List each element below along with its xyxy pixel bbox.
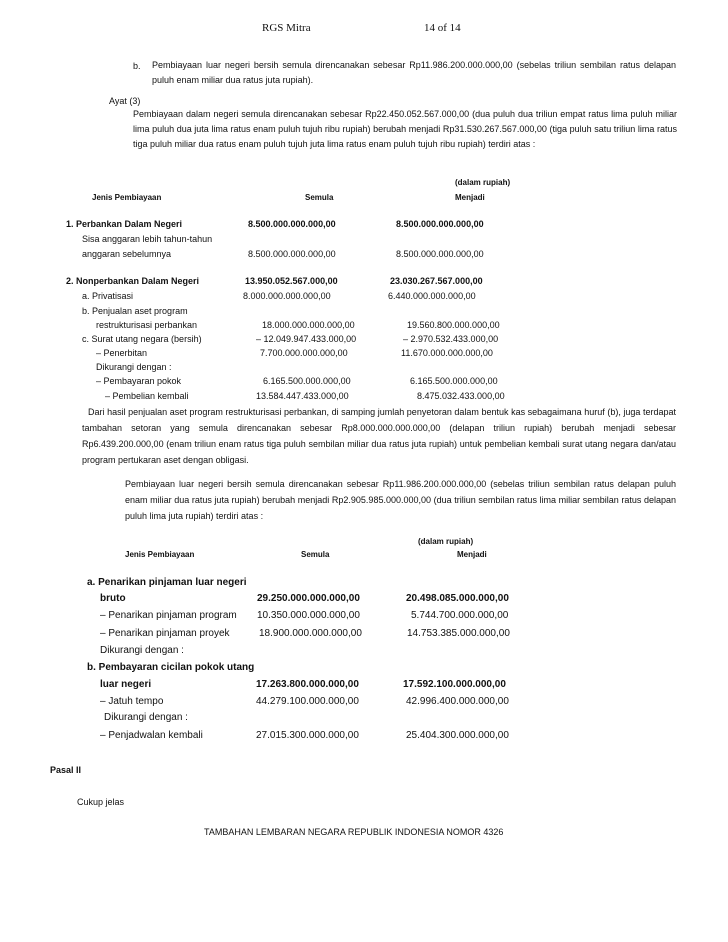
pinjaman-program-menjadi: 5.744.700.000.000,00 bbox=[411, 610, 509, 621]
pinjaman-program-semula: 10.350.000.000.000,00 bbox=[257, 610, 360, 621]
penarikan-dikurangi: Dikurangi dengan : bbox=[100, 645, 184, 656]
jatuh-tempo-menjadi: 42.996.400.000.000,00 bbox=[406, 696, 509, 707]
sisa-anggaran-line2: anggaran sebelumnya bbox=[82, 249, 172, 259]
table2-header-menjadi: Menjadi bbox=[457, 550, 487, 559]
sisa-anggaran-semula: 8.500.000.000.000,00 bbox=[248, 249, 336, 259]
page-number: 14 of 14 bbox=[424, 22, 461, 34]
item-b-marker: b. bbox=[133, 61, 141, 71]
table2-header-jenis: Jenis Pembiayaan bbox=[125, 550, 195, 559]
table1-header-menjadi: Menjadi bbox=[455, 193, 485, 202]
pembayaran-pokok-semula: 6.165.500.000.000,00 bbox=[263, 376, 351, 386]
penarikan-bruto-label: bruto bbox=[100, 593, 126, 604]
section-2-menjadi: 23.030.267.567.000,00 bbox=[390, 276, 483, 286]
privatisasi-menjadi: 6.440.000.000.000,00 bbox=[388, 291, 476, 301]
table2-header-semula: Semula bbox=[301, 550, 330, 559]
privatisasi-semula: 8.000.000.000.000,00 bbox=[243, 291, 331, 301]
surat-utang-semula: – 12.049.947.433.000,00 bbox=[256, 334, 357, 344]
pembayaran-cicilan-title: b. Pembayaran cicilan pokok utang bbox=[87, 662, 255, 673]
pembelian-kembali-label: – Pembelian kembali bbox=[105, 391, 189, 401]
table1-header-semula: Semula bbox=[305, 193, 334, 202]
ayat-3-label: Ayat (3) bbox=[109, 96, 141, 106]
section-1-semula: 8.500.000.000.000,00 bbox=[248, 219, 336, 229]
pasal-text: Cukup jelas bbox=[77, 797, 125, 807]
penerbitan-menjadi: 11.670.000.000.000,00 bbox=[401, 348, 493, 358]
penjualan-aset-line1: b. Penjualan aset program bbox=[82, 306, 188, 316]
sisa-anggaran-menjadi: 8.500.000.000.000,00 bbox=[396, 249, 484, 259]
pembelian-kembali-semula: 13.584.447.433.000,00 bbox=[256, 391, 349, 401]
pembayaran-pokok-label: – Pembayaran pokok bbox=[96, 376, 182, 386]
sisa-anggaran-line1: Sisa anggaran lebih tahun-tahun bbox=[82, 234, 213, 244]
surat-utang-menjadi: – 2.970.532.433.000,00 bbox=[403, 334, 499, 344]
cicilan-dikurangi: Dikurangi dengan : bbox=[104, 712, 188, 723]
penjualan-aset-line2: restrukturisasi perbankan bbox=[96, 320, 198, 330]
section-1-title: 1. Perbankan Dalam Negeri bbox=[66, 219, 183, 229]
pinjaman-proyek-label: – Penarikan pinjaman proyek bbox=[100, 628, 230, 639]
luar-negeri-label: luar negeri bbox=[100, 679, 152, 690]
ayat-3-text: Pembiayaan dalam negeri semula direncanakan sebesar Rp22.450.052.567.000,00 (dua puluh dua triliun empat ratus lima puluh miliar lima puluh dua juta lima ratus enam puluh tujuh ribu rupiah) berubah menjadi Rp31.530.267.567.000,00 (tiga puluh satu triliun lima ratus tiga puluh miliar dua ratus enam puluh tujuh juta lima ratus enam puluh tujuh ribu rupiah) terdiri atas : bbox=[133, 109, 677, 149]
penarikan-title: a. Penarikan pinjaman luar negeri bbox=[87, 577, 247, 588]
penarikan-bruto-semula: 29.250.000.000.000,00 bbox=[257, 593, 360, 604]
pinjaman-program-label: – Penarikan pinjaman program bbox=[100, 610, 237, 621]
jatuh-tempo-semula: 44.279.100.000.000,00 bbox=[256, 696, 359, 707]
dikurangi-dengan: Dikurangi dengan : bbox=[96, 362, 172, 372]
penjadwalan-kembali-semula: 27.015.300.000.000,00 bbox=[256, 730, 359, 741]
penarikan-bruto-menjadi: 20.498.085.000.000,00 bbox=[406, 593, 509, 604]
luar-negeri-menjadi: 17.592.100.000.000,00 bbox=[403, 679, 506, 690]
item-b-text: Pembiayaan luar negeri bersih semula direncanakan sebesar Rp11.986.200.000.000,00 (sebelas triliun sembilan ratus delapan puluh enam miliar dua ratus juta rupiah). bbox=[152, 60, 676, 85]
table2-unit: (dalam rupiah) bbox=[418, 537, 474, 546]
privatisasi-label: a. Privatisasi bbox=[82, 291, 134, 301]
footer-title: TAMBAHAN LEMBARAN NEGARA REPUBLIK INDONESIA NOMOR 4326 bbox=[204, 827, 504, 837]
pembayaran-pokok-menjadi: 6.165.500.000.000,00 bbox=[410, 376, 498, 386]
penjualan-aset-menjadi: 19.560.800.000.000,00 bbox=[407, 320, 500, 330]
surat-utang-label: c. Surat utang negara (bersih) bbox=[82, 334, 202, 344]
pasal-title: Pasal II bbox=[50, 765, 82, 775]
jatuh-tempo-label: – Jatuh tempo bbox=[100, 696, 164, 707]
section-2-title: 2. Nonperbankan Dalam Negeri bbox=[66, 276, 200, 286]
pembelian-kembali-menjadi: 8.475.032.433.000,00 bbox=[417, 391, 505, 401]
table1-unit: (dalam rupiah) bbox=[455, 178, 511, 187]
penerbitan-semula: 7.700.000.000.000,00 bbox=[260, 348, 348, 358]
pinjaman-proyek-menjadi: 14.753.385.000.000,00 bbox=[407, 628, 510, 639]
paragraph-luar-negeri: Pembiayaan luar negeri bersih semula direncanakan sebesar Rp11.986.200.000.000,00 (sebelas triliun sembilan ratus delapan puluh enam miliar dua ratus juta rupiah) berubah menjadi Rp2.905.985.000.000,00 (dua triliun sembilan ratus lima miliar sembilan ratus delapan puluh lima juta rupiah) terdiri atas : bbox=[125, 479, 676, 521]
penerbitan-label: – Penerbitan bbox=[96, 348, 148, 358]
header-title: RGS Mitra bbox=[262, 22, 311, 34]
section-1-menjadi: 8.500.000.000.000,00 bbox=[396, 219, 484, 229]
table1-header-jenis: Jenis Pembiayaan bbox=[92, 193, 162, 202]
luar-negeri-semula: 17.263.800.000.000,00 bbox=[256, 679, 359, 690]
pinjaman-proyek-semula: 18.900.000.000.000,00 bbox=[259, 628, 362, 639]
penjualan-aset-semula: 18.000.000.000.000,00 bbox=[262, 320, 355, 330]
penjadwalan-kembali-label: – Penjadwalan kembali bbox=[100, 730, 203, 741]
penjadwalan-kembali-menjadi: 25.404.300.000.000,00 bbox=[406, 730, 509, 741]
section-2-semula: 13.950.052.567.000,00 bbox=[245, 276, 338, 286]
paragraph-dari-hasil: Dari hasil penjualan aset program restrukturisasi perbankan, di samping jumlah penyetoran dalam bentuk kas sebagaimana huruf (b), juga terdapat tambahan setoran yang semula direncanakan sebesar Rp8.000.000.000.000,00 (delapan triliun rupiah) berubah menjadi sebesar Rp6.439.200.000,00 (enam triliun enam ratus tiga puluh sembilan miliar dua ratus juta rupiah) untuk pembelian kembali surat utang negara dan/atau program pertukaran aset dengan obligasi. bbox=[82, 407, 676, 465]
